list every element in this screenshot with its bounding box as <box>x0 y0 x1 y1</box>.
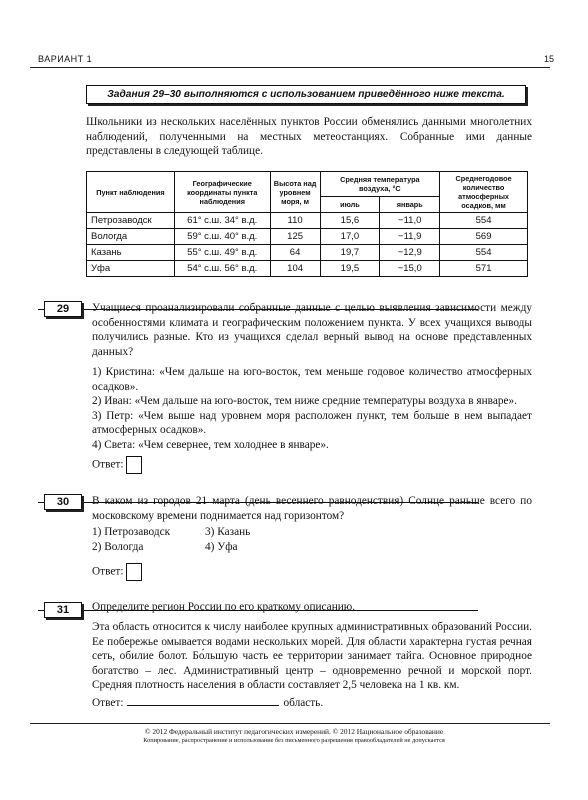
cell-height: 110 <box>270 213 320 229</box>
q31-answer-label: Ответ: <box>92 697 124 709</box>
col-header-precip: Среднегодовое количество атмосферных осадков, мм <box>440 172 528 213</box>
q31-answer-suffix: область. <box>283 697 324 709</box>
q30-option-1: 1) Петрозаводск <box>92 526 171 538</box>
q31-number-box: 31 <box>44 602 82 618</box>
col-header-coords: Географические координаты пункта наблюдения <box>174 172 270 213</box>
cell-july: 19,5 <box>320 261 380 277</box>
q29-option-1: 1) Кристина: «Чем дальше на юго-восток, тем меньше годовое количество атмосферных осадков». <box>92 366 532 393</box>
q30-options-left <box>92 525 202 554</box>
q31-title: Определите регион России по его краткому описанию. <box>92 601 356 613</box>
q30-number-box: 30 <box>44 494 82 510</box>
q30-option-2: 2) Вологда <box>92 540 144 553</box>
cell-city: Казань <box>87 245 175 261</box>
q29-answer-box[interactable] <box>126 456 142 474</box>
col-header-height: Высота над уровнем моря, м <box>270 172 320 213</box>
table-row <box>87 245 528 261</box>
q29-number-box: 29 <box>44 301 82 317</box>
q30-answer-label: Ответ: <box>92 565 124 578</box>
table-row <box>87 213 528 229</box>
cell-coords: 59° с.ш. 40° в.д. <box>174 229 270 245</box>
cell-city: Вологда <box>87 229 175 245</box>
table-row <box>87 261 528 277</box>
variant-label: ВАРИАНТ 1 <box>38 54 93 64</box>
q30-answer-box[interactable] <box>126 563 142 581</box>
q29-option-4: 4) Света: «Чем севернее, тем холоднее в январе». <box>92 438 329 451</box>
footer-notice: Копирование, распространение и использование без письменного разрешения правообладателей не допускается <box>143 737 445 744</box>
q31-answer-row <box>92 695 323 709</box>
cell-height: 104 <box>270 261 320 277</box>
col-header-january: январь <box>380 197 440 213</box>
task-instructions-banner: Задания 29–30 выполняются с использованием приведённого ниже текста. <box>86 85 526 104</box>
q30-option-4: 4) Уфа <box>205 540 238 553</box>
cell-january: −11,9 <box>380 229 440 245</box>
cell-january: −15,0 <box>380 261 440 277</box>
q29-answer-label: Ответ: <box>92 458 124 471</box>
footer-divider <box>30 723 550 724</box>
cell-coords: 61° с.ш. 34° в.д. <box>174 213 270 229</box>
cell-coords: 55° с.ш. 49° в.д. <box>174 245 270 261</box>
cell-july: 19,7 <box>320 245 380 261</box>
q30-options-right <box>205 525 315 554</box>
q31-answer-line[interactable] <box>127 695 279 706</box>
q30-text: В каком из городов 21 марта (день весеннего равноденствия) Солнце раньше всего по московскому времени поднимается над горизонтом? <box>92 495 532 522</box>
col-header-temp: Средняя температура воздуха, °С <box>320 172 440 197</box>
cell-height: 125 <box>270 229 320 245</box>
q31-text: Эта область относится к числу наиболее крупных административных образований России. Ее побережье омывается водами нескольких морей. Для области характерна густая речная сеть, обилие болот. Бо́льшую часть ее территории занимает тайга. Основное природное богатство – лес. Административный центр – одновременно речной и морской порт. Средняя плотность населения в области составляет 2,5 человека на 1 кв. км. <box>92 621 532 691</box>
cell-precip: 569 <box>440 229 528 245</box>
intro-text: Школьники из нескольких населённых пунктов России обменялись данными многолетних наблюдений, полученными на местных метеостанциях. Собранные ими данные представлены в следующей таблице. <box>86 116 532 157</box>
cell-coords: 54° с.ш. 56° в.д. <box>174 261 270 277</box>
col-header-july: июль <box>320 197 380 213</box>
cell-precip: 571 <box>440 261 528 277</box>
cell-precip: 554 <box>440 213 528 229</box>
cell-city: Уфа <box>87 261 175 277</box>
q30-answer-row <box>92 563 142 581</box>
footer-copyright: © 2012 Федеральный институт педагогических измерений. © 2012 Национальное образование <box>144 727 444 736</box>
q29-options <box>92 365 532 452</box>
cell-january: −11,0 <box>380 213 440 229</box>
cell-precip: 554 <box>440 245 528 261</box>
observation-table <box>86 171 528 277</box>
page-number: 15 <box>544 54 555 64</box>
cell-july: 15,6 <box>320 213 380 229</box>
q29-option-2: 2) Иван: «Чем дальше на юго-восток, тем ниже средние температуры воздуха в январе». <box>92 395 518 407</box>
col-header-city: Пункт наблюдения <box>87 172 175 213</box>
q29-option-3: 3) Петр: «Чем выше над уровнем моря расположен пункт, тем больше в нем выпадает атмосферных осадков». <box>92 409 532 436</box>
table-row <box>87 229 528 245</box>
header-divider <box>30 67 550 68</box>
q30-option-3: 3) Казань <box>205 526 251 538</box>
cell-height: 64 <box>270 245 320 261</box>
cell-july: 17,0 <box>320 229 380 245</box>
cell-january: −12,9 <box>380 245 440 261</box>
q29-answer-row <box>92 456 142 474</box>
cell-city: Петрозаводск <box>87 213 175 229</box>
q29-text: Учащиеся проанализировали собранные данные с целью выявления зависимости между особенностями климата и географическим положением пункта. У всех учащихся выводы получились разные. Кто из учащихся сделал верный вывод на основе представленных данных? <box>92 302 532 358</box>
